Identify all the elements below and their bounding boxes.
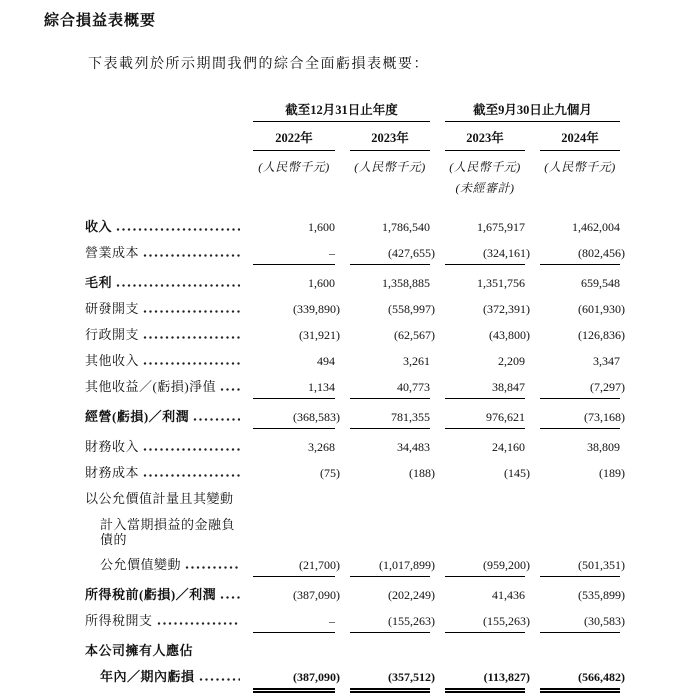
cell-value [350, 644, 430, 659]
cell-value-text: (535,899) [578, 588, 625, 602]
table-header [85, 100, 620, 196]
row-label [85, 409, 245, 424]
row-label [85, 245, 245, 260]
cell-value [540, 466, 625, 481]
cell-value-text: (601,930) [578, 302, 625, 316]
cell-value-text: 3,268 [308, 440, 335, 454]
column-group-header: 截至9月30日止九個月 [445, 100, 620, 122]
row-label [85, 587, 245, 602]
row-label-text: 所得稅前(虧損)／利潤 [85, 587, 217, 602]
header-unit-row [85, 158, 620, 175]
table-row [85, 465, 625, 481]
table-row [85, 353, 620, 369]
cell-value-text: 1,134 [308, 380, 335, 394]
cell-value [445, 246, 530, 265]
cell-value-text: (802,456) [578, 246, 625, 260]
cell-value-text: (202,249) [388, 588, 435, 602]
cell-value [540, 380, 625, 399]
cell-value-text: 38,809 [587, 440, 620, 454]
cell-value [253, 588, 340, 603]
table-row [85, 669, 625, 693]
cell-value [350, 246, 435, 265]
cell-value [253, 518, 335, 533]
row-label [85, 379, 245, 394]
cell-value-text: 1,786,540 [382, 220, 430, 234]
row-label [85, 465, 245, 480]
cell-value [253, 440, 335, 455]
table-row [85, 613, 625, 633]
cell-value-text: (7,297) [590, 380, 625, 394]
leader-dots [116, 228, 240, 231]
leader-dots [143, 362, 240, 365]
cell-value-text: (188) [409, 466, 435, 480]
row-label-text: 公允價值變動 [100, 557, 182, 572]
cell-value [253, 328, 340, 343]
cell-value [350, 276, 430, 291]
row-label [85, 517, 245, 547]
leader-dots [193, 418, 240, 421]
row-label-text: 收入 [85, 219, 113, 234]
column-year-header: 2022年 [253, 128, 335, 151]
cell-value-text: 38,847 [492, 380, 525, 394]
cell-value-text: 34,483 [397, 440, 430, 454]
income-statement-table [85, 100, 625, 693]
row-label [85, 643, 245, 658]
row-label-text: 營業成本 [85, 245, 140, 260]
cell-value [540, 220, 620, 235]
cell-value-text: (357,512) [388, 670, 435, 684]
cell-value [253, 644, 335, 659]
cell-value [445, 588, 525, 603]
header-year-row [85, 128, 620, 151]
cell-value [253, 220, 335, 235]
cell-value [253, 558, 340, 577]
cell-value [350, 410, 430, 429]
intro-paragraph: 下表載列於所示期間我們的綜合全面虧損表概要： [88, 57, 429, 72]
cell-value-text: 40,773 [397, 380, 430, 394]
cell-value [350, 492, 430, 507]
column-year-header: 2023年 [445, 128, 525, 151]
leader-dots [157, 622, 240, 625]
table-body [85, 219, 625, 693]
row-label-text: 毛利 [85, 275, 113, 290]
column-note-label: (未經審計) [455, 181, 515, 195]
row-label-text: 經營(虧損)／利潤 [85, 409, 190, 424]
cell-value [445, 492, 525, 507]
cell-value [253, 354, 335, 369]
leader-dots [143, 474, 240, 477]
cell-value [540, 302, 625, 317]
cell-value [350, 328, 435, 343]
column-group-header: 截至12月31日止年度 [253, 100, 430, 122]
cell-value-text: (31,921) [299, 328, 340, 342]
cell-value [445, 380, 525, 399]
cell-value [350, 380, 430, 399]
cell-value-text: (324,161) [483, 246, 530, 260]
cell-value [540, 492, 620, 507]
table-row [85, 245, 625, 265]
cell-value [350, 670, 435, 693]
cell-value-text: 1,675,917 [477, 220, 525, 234]
cell-value [445, 614, 530, 633]
cell-value-text: (126,836) [578, 328, 625, 342]
cell-value [253, 246, 335, 265]
row-label-text: 計入當期損益的金融負債的 [100, 517, 236, 547]
cell-value [540, 354, 620, 369]
cell-value-text: 1,462,004 [572, 220, 620, 234]
row-label-text: 其他收入 [85, 353, 140, 368]
cell-value [350, 354, 430, 369]
cell-value [445, 644, 525, 659]
cell-value-text: (189) [599, 466, 625, 480]
section-title: 綜合損益表概要 [44, 13, 157, 29]
cell-value [350, 466, 435, 481]
cell-value [540, 328, 625, 343]
table-row [85, 301, 625, 317]
cell-value [350, 518, 430, 533]
cell-value-text: (372,391) [483, 302, 530, 316]
header-group-row [85, 100, 620, 122]
cell-value-text: (959,200) [483, 558, 530, 572]
cell-value [253, 302, 340, 317]
cell-value [253, 466, 340, 481]
row-label-text: 本公司擁有人應佔 [85, 643, 194, 658]
cell-value [445, 466, 530, 481]
cell-value [540, 410, 625, 429]
cell-value [540, 588, 625, 603]
document-page [0, 9, 687, 684]
cell-value-text: (387,090) [293, 670, 340, 684]
cell-value-text: – [329, 246, 335, 260]
cell-value [253, 492, 335, 507]
cell-value [350, 440, 430, 455]
cell-value [540, 276, 620, 291]
cell-value [253, 410, 340, 429]
cell-value-text: (62,567) [394, 328, 435, 342]
cell-value [445, 518, 525, 533]
leader-dots [116, 284, 240, 287]
cell-value-text: 494 [317, 354, 335, 368]
cell-value-text: 2,209 [498, 354, 525, 368]
header-note-row [85, 179, 620, 196]
table-row [85, 517, 620, 547]
cell-value [540, 644, 620, 659]
row-label [85, 491, 245, 506]
leader-dots [143, 448, 240, 451]
cell-value-text: (113,827) [483, 670, 530, 684]
table-row [85, 275, 620, 291]
cell-value [445, 276, 525, 291]
cell-value-text: (501,351) [578, 558, 625, 572]
cell-value [350, 220, 430, 235]
row-label-text: 所得稅開支 [85, 613, 153, 628]
cell-value-text: 976,621 [486, 410, 525, 424]
cell-value [253, 614, 335, 633]
table-row [85, 327, 625, 343]
cell-value-text: 781,355 [391, 410, 430, 424]
column-unit-label: (人民幣千元) [354, 160, 426, 174]
cell-value-text: 3,261 [403, 354, 430, 368]
cell-value [540, 614, 625, 633]
cell-value-text: 1,600 [308, 220, 335, 234]
cell-value [253, 380, 335, 399]
column-year-header: 2023年 [350, 128, 430, 151]
leader-dots [185, 566, 240, 569]
row-label [85, 669, 245, 684]
cell-value [540, 246, 625, 265]
cell-value-text: (1,017,899) [379, 558, 435, 572]
cell-value-text: (427,655) [388, 246, 435, 260]
leader-dots [143, 336, 240, 339]
cell-value-text: (75) [320, 466, 340, 480]
leader-dots [220, 596, 240, 599]
row-label-text: 以公允價值計量且其變動 [85, 491, 234, 506]
cell-value [445, 354, 525, 369]
cell-value-text: (155,263) [483, 614, 530, 628]
cell-value [540, 670, 625, 693]
cell-value [350, 558, 435, 577]
table-row [85, 587, 625, 603]
cell-value-text: 41,436 [492, 588, 525, 602]
cell-value [253, 670, 340, 693]
row-label [85, 557, 245, 572]
cell-value [445, 302, 530, 317]
cell-value-text: 24,160 [492, 440, 525, 454]
cell-value-text: (558,997) [388, 302, 435, 316]
column-unit-label: (人民幣千元) [544, 160, 616, 174]
column-unit-label: (人民幣千元) [258, 160, 330, 174]
cell-value [540, 558, 625, 577]
row-label [85, 613, 245, 628]
cell-value [253, 276, 335, 291]
cell-value [350, 588, 435, 603]
table-row [85, 379, 625, 399]
cell-value [540, 440, 620, 455]
leader-dots [220, 388, 240, 391]
cell-value-text: 1,600 [308, 276, 335, 290]
cell-value-text: – [329, 614, 335, 628]
cell-value [445, 670, 530, 693]
column-year-header: 2024年 [540, 128, 620, 151]
row-label-text: 財務成本 [85, 465, 140, 480]
row-label-text: 研發開支 [85, 301, 140, 316]
table-row [85, 557, 625, 577]
cell-value-text: (145) [504, 466, 530, 480]
cell-value-text: (155,263) [388, 614, 435, 628]
row-label [85, 219, 245, 234]
cell-value [540, 518, 620, 533]
row-label [85, 439, 245, 454]
cell-value [445, 220, 525, 235]
row-label [85, 327, 245, 342]
cell-value-text: (30,583) [584, 614, 625, 628]
cell-value-text: 659,548 [581, 276, 620, 290]
cell-value [445, 440, 525, 455]
row-label [85, 353, 245, 368]
cell-value [350, 302, 435, 317]
cell-value-text: 3,347 [593, 354, 620, 368]
table-row [85, 409, 625, 429]
table-row [85, 491, 620, 507]
cell-value-text: (566,482) [578, 670, 625, 684]
cell-value-text: 1,358,885 [382, 276, 430, 290]
cell-value [445, 558, 530, 577]
leader-dots [199, 678, 240, 681]
row-label-text: 其他收益／(虧損)淨值 [85, 379, 217, 394]
cell-value-text: (368,583) [293, 410, 340, 424]
row-label-text: 年內／期內虧損 [100, 669, 195, 684]
column-unit-label: (人民幣千元) [449, 160, 521, 174]
cell-value-text: (43,800) [489, 328, 530, 342]
row-label [85, 301, 245, 316]
cell-value [445, 410, 525, 429]
cell-value-text: (387,090) [293, 588, 340, 602]
leader-dots [143, 254, 240, 257]
row-label-text: 財務收入 [85, 439, 140, 454]
cell-value-text: (73,168) [584, 410, 625, 424]
cell-value-text: (339,890) [293, 302, 340, 316]
cell-value-text: 1,351,756 [477, 276, 525, 290]
cell-value [350, 614, 435, 633]
leader-dots [143, 310, 240, 313]
table-row [85, 439, 620, 455]
table-row [85, 643, 620, 659]
table-row [85, 219, 620, 235]
cell-value-text: (21,700) [299, 558, 340, 572]
row-label [85, 275, 245, 290]
row-label-text: 行政開支 [85, 327, 140, 342]
cell-value [445, 328, 530, 343]
